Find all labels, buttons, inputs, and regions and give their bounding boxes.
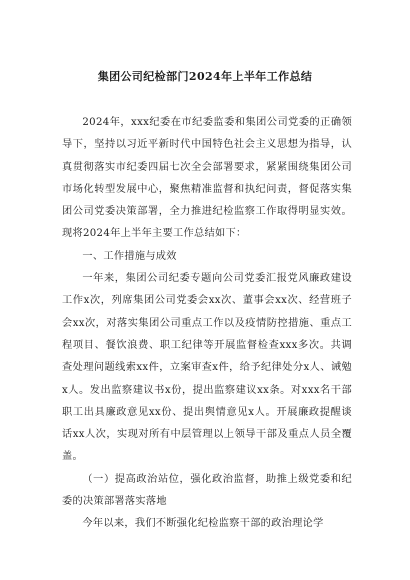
measures-paragraph: 一年来，集团公司纪委专题向公司党委汇报党风廉政建设工作x次，列席集团公司党委会xx次、董事会xx次、经营班子会xx次，对落实集团公司重点工作以及疫情防控措施、重点工程项目、餐饮浪费、职工纪律等开展监督检查xxx多次。共调查处理问题线索xx件，立案审查x件，给予纪律处分x人、诫勉x人。发出监察建议书x份，提出监察建议xx条。对xxx名干部职工出具廉政意见xx份、提出舆情意见x人。开展廉政提醒谈话xx人次，实现对所有中层管理以上领导干部及重点人员全覆盖。 [62, 273, 352, 463]
subsection-heading-political-supervision: （一）提高政治站位，强化政治监督，助推上级党委和纪委的决策部署落实落地 [62, 473, 352, 508]
intro-paragraph: 2024年，xxx纪委在市纪委监委和集团公司党委的正确领导下，坚持以习近平新时代中国特色社会主义思想为指导，认真贯彻落实市纪委四届七次全会部署要求，紧紧围绕集团公司市场化转型发展中心，聚焦精准监督和执纪问责，督促落实集团公司党委决策部署，全力推进纪检监察工作取得明显实效。现将2024年上半年主要工作总结如下： [62, 117, 352, 240]
document-title: 集团公司纪检部门2024年上半年工作总结 [97, 70, 313, 83]
political-supervision-paragraph: 今年以来，我们不断强化纪检监察干部的政治理论学 [82, 518, 324, 530]
section-heading-measures: 一、工作措施与成效 [82, 250, 177, 262]
document-body [62, 112, 352, 536]
